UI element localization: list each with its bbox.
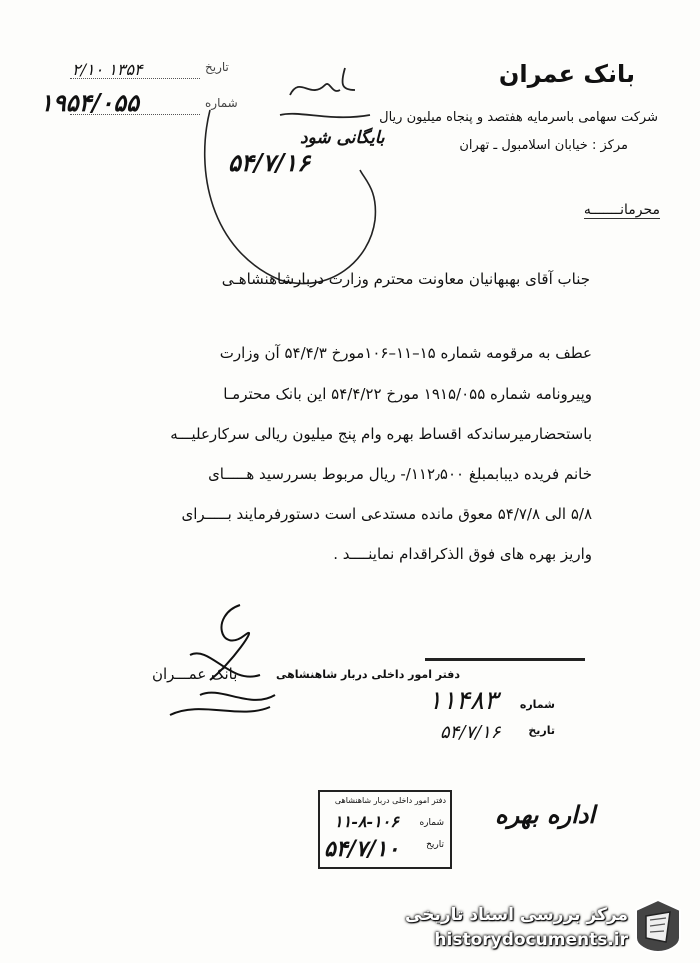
stamp-right-topline: [425, 658, 585, 661]
stamp-bottom-date-value: ۵۴/۷/۱۰: [324, 836, 400, 862]
handwritten-note-date: ۵۴/۷/۱۶: [228, 148, 310, 177]
stamp-bottom-number-value: ۱۱-۸-۱۰۶: [334, 812, 399, 831]
stamp-right-number-value: ۱۱۴۸۳: [428, 686, 498, 716]
ref-number-handwritten: ۱۹۵۴/۰۵۵: [40, 88, 139, 117]
stamp-bottom-number-label: شماره: [419, 818, 444, 828]
stamp-bottom-title: دفتر امور داخلی دربار شاهنشاهی: [334, 796, 446, 805]
company-line: شرکت سهامی باسرمایه هفتصد و پنجاه میلیون ریال: [379, 110, 658, 125]
number-dots: [70, 114, 200, 115]
handwritten-note-text: بایگانی شود: [300, 128, 385, 148]
handwritten-bottom-note: اداره بهره: [495, 800, 596, 829]
watermark-url: historydocuments.ir: [434, 930, 628, 950]
salutation: جناب آقای بهبهانیان معاونت محترم وزارت دربارشاهنشاهـی: [221, 270, 590, 288]
stamp-right-date-value: ۵۴/۷/۱۶: [440, 722, 501, 743]
stamp-right-title: دفتر امور داخلی دربار شاهنشاهی: [276, 668, 460, 681]
signature-scribble: [150, 595, 290, 725]
date-value: ۲/۱۰ ۱۳۵۴: [72, 60, 143, 79]
stamp-right-number-label: شماره: [519, 698, 555, 711]
body-line-6: واریز بهره های فوق الذکراقدام نماینــــد .: [333, 545, 592, 563]
body-line-3: باستحضارمیرساندکه اقساط بهره وام پنج میلیون ریالی سرکارعلیـــه: [170, 425, 592, 443]
date-label: تاریخ: [205, 60, 229, 74]
body-line-4: خانم فریده دیبابمبلغ ۱۱۲٫۵۰۰/- ریال مربوط بسررسید هـــــای: [208, 465, 592, 483]
stamp-right-date-label: تاریخ: [528, 724, 555, 737]
bank-name: بانک عمران: [498, 60, 635, 88]
classification-label: محرمانـــــــه: [583, 202, 660, 218]
body-line-5: ۵/۸ الی ۵۴/۷/۸ معوق مانده مستدعی است دستورفرمایند بـــــرای: [181, 505, 592, 523]
stamp-bottom-date-label: تاریخ: [426, 840, 444, 850]
signature-bank-label: بانک عمـــران: [152, 665, 238, 683]
watermark-title: مرکز بررسی اسناد تاریخی: [405, 905, 628, 925]
body-line-1: عطف به مرقومه شماره ۱۵–۱۱–۱۰۶مورخ ۵۴/۴/۳ آن وزارت: [219, 344, 592, 362]
date-dots: [70, 78, 200, 79]
handwritten-scribble-top: [270, 60, 380, 130]
watermark-logo-icon: [632, 898, 684, 954]
body-line-2: وپیرونامه شماره ۱۹۱۵/۰۵۵ مورخ ۵۴/۴/۲۲ این بانک محترمـا: [223, 385, 592, 403]
stamp-bottom: [318, 790, 452, 869]
number-label: شماره: [205, 96, 238, 110]
address-line: مرکز : خیابان اسلامبول ـ تهران: [459, 138, 628, 153]
